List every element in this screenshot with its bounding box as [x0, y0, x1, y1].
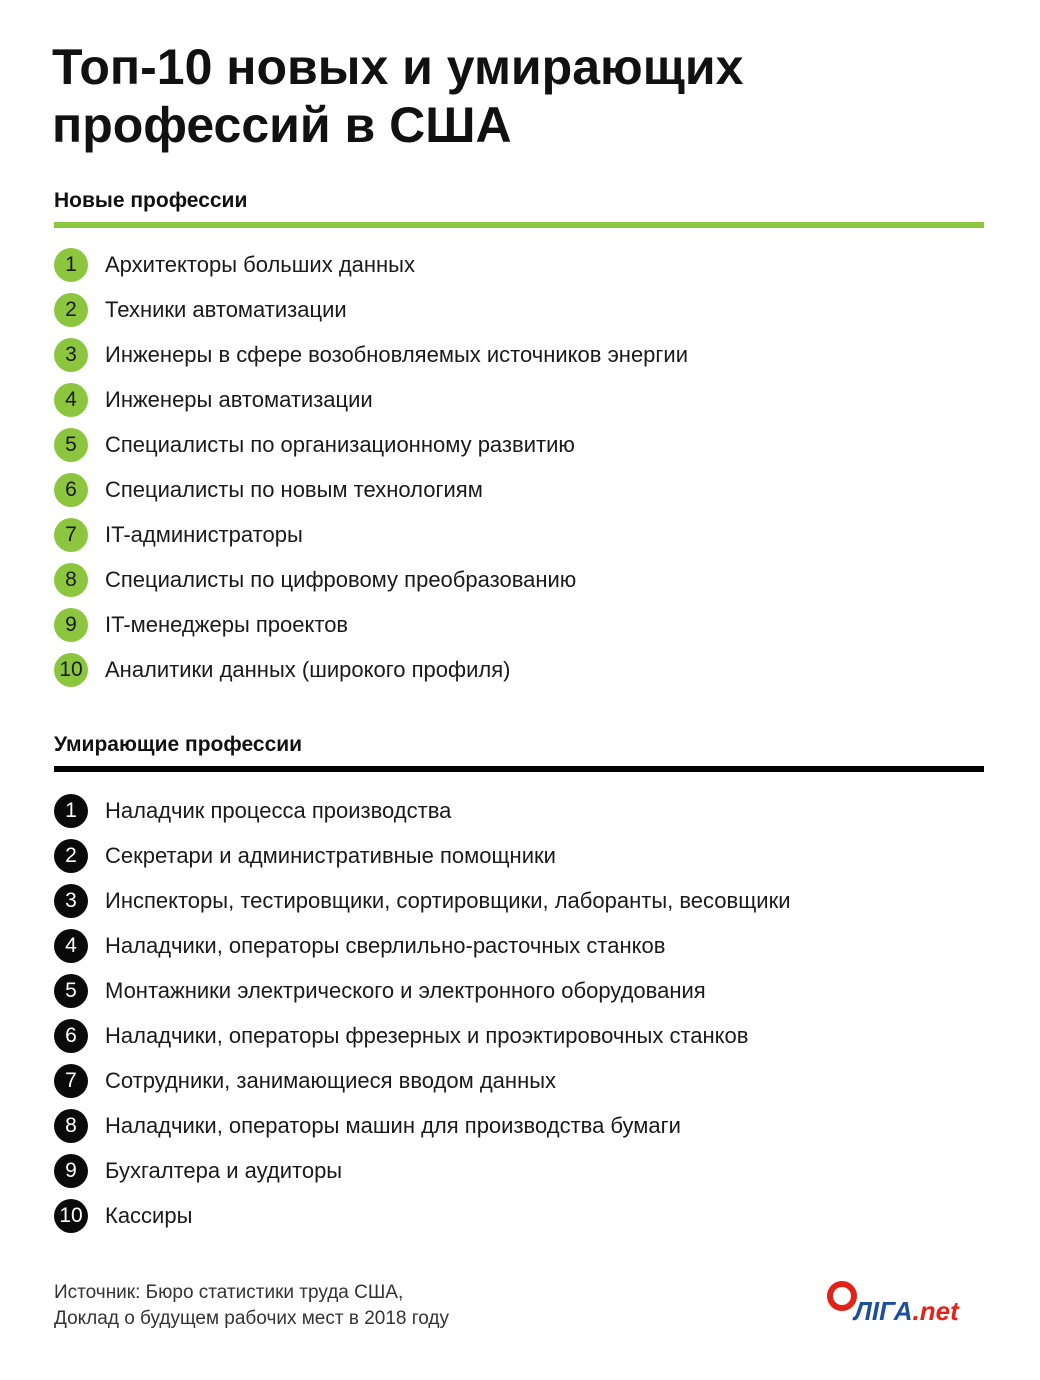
rank-badge: 4 — [54, 929, 88, 963]
profession-label: Специалисты по организационному развитию — [105, 431, 575, 457]
rank-badge: 5 — [54, 428, 88, 462]
profession-label: Аналитики данных (широкого профиля) — [105, 656, 511, 682]
source-note — [54, 1280, 449, 1332]
list-item — [54, 1013, 984, 1058]
list-item — [54, 923, 984, 968]
list-item — [54, 602, 984, 647]
list-item — [54, 1193, 984, 1238]
list-item — [54, 242, 984, 287]
list-item — [54, 788, 984, 833]
rank-badge: 9 — [54, 1154, 88, 1188]
source-line-1: Источник: Бюро статистики труда США, — [54, 1282, 404, 1303]
rank-badge: 10 — [54, 1199, 88, 1233]
dying-professions-section — [54, 730, 984, 1238]
source-line-2: Доклад о будущем рабочих мест в 2018 году — [54, 1308, 450, 1329]
profession-label: IT-администраторы — [105, 521, 303, 547]
rank-badge: 10 — [54, 653, 88, 687]
liga-logo-icon — [830, 1284, 854, 1308]
profession-label: Инженеры в сфере возобновляемых источников энергии — [105, 341, 689, 367]
dying-professions-heading: Умирающие профессии — [54, 733, 303, 756]
rank-badge: 1 — [54, 248, 88, 282]
liga-logo — [826, 1280, 996, 1330]
page-title-line-1: Топ-10 новых и умирающих — [52, 39, 744, 95]
list-item — [54, 422, 984, 467]
new-professions-section — [54, 186, 984, 692]
profession-label: Техники автоматизации — [105, 296, 347, 322]
rank-badge: 7 — [54, 1064, 88, 1098]
profession-label: Секретари и административные помощники — [105, 842, 556, 868]
list-item — [54, 968, 984, 1013]
rank-badge: 5 — [54, 974, 88, 1008]
profession-label: IT-менеджеры проектов — [105, 611, 349, 637]
list-item — [54, 1148, 984, 1193]
profession-label: Специалисты по цифровому преобразованию — [105, 566, 577, 592]
list-item — [54, 332, 984, 377]
page-title-line-2: профессий в США — [52, 97, 512, 153]
rank-badge: 6 — [54, 1019, 88, 1053]
list-item — [54, 512, 984, 557]
list-item — [54, 467, 984, 512]
list-item — [54, 647, 984, 692]
profession-label: Архитекторы больших данных — [105, 251, 415, 277]
list-item — [54, 557, 984, 602]
svg-text:ЛІГА.net: ЛІГА.net — [854, 1296, 959, 1326]
rank-badge: 7 — [54, 518, 88, 552]
new-professions-list — [54, 242, 984, 692]
rank-badge: 6 — [54, 473, 88, 507]
profession-label: Инспекторы, тестировщики, сортировщики, лаборанты, весовщики — [105, 887, 791, 913]
rank-badge: 3 — [54, 884, 88, 918]
rank-badge: 8 — [54, 563, 88, 597]
rank-badge: 4 — [54, 383, 88, 417]
profession-label: Специалисты по новым технологиям — [105, 476, 483, 502]
list-item — [54, 1103, 984, 1148]
profession-label: Сотрудники, занимающиеся вводом данных — [105, 1067, 557, 1093]
new-professions-heading: Новые профессии — [54, 189, 248, 212]
profession-label: Кассиры — [105, 1202, 193, 1228]
profession-label: Наладчики, операторы машин для производства бумаги — [105, 1112, 681, 1138]
profession-label: Инженеры автоматизации — [105, 386, 373, 412]
page-title — [52, 38, 952, 154]
rank-badge: 2 — [54, 293, 88, 327]
rank-badge: 2 — [54, 839, 88, 873]
dying-professions-divider — [54, 766, 984, 772]
list-item — [54, 377, 984, 422]
list-item — [54, 878, 984, 923]
new-professions-divider — [54, 222, 984, 228]
dying-professions-list — [54, 788, 984, 1238]
profession-label: Наладчики, операторы сверлильно-расточных станков — [105, 932, 666, 958]
rank-badge: 1 — [54, 794, 88, 828]
rank-badge: 8 — [54, 1109, 88, 1143]
profession-label: Наладчики, операторы фрезерных и проэктировочных станков — [105, 1022, 749, 1048]
profession-label: Наладчик процесса производства — [105, 797, 452, 823]
profession-label: Бухгалтера и аудиторы — [105, 1157, 343, 1183]
list-item — [54, 833, 984, 878]
rank-badge: 3 — [54, 338, 88, 372]
rank-badge: 9 — [54, 608, 88, 642]
list-item — [54, 287, 984, 332]
profession-label: Монтажники электрического и электронного оборудования — [105, 977, 706, 1003]
list-item — [54, 1058, 984, 1103]
